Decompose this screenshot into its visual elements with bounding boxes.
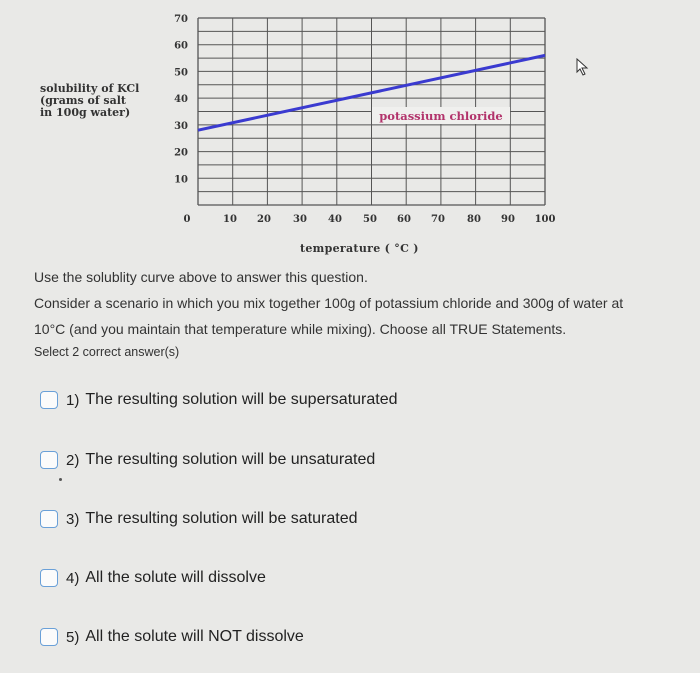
option-label: All the solute will dissolve xyxy=(85,569,266,586)
question-line: 10°C (and you maintain that temperature while mixing). Choose all TRUE Statements. xyxy=(34,321,567,337)
x-tick-label: 50 xyxy=(363,214,377,225)
option-label: The resulting solution will be unsaturated xyxy=(85,451,376,468)
y-tick-label: 30 xyxy=(174,120,188,132)
y-axis-label-line: (grams of salt xyxy=(40,94,126,107)
y-axis-label-line: in 100g water) xyxy=(40,106,131,119)
option-number: 1) xyxy=(66,391,80,409)
y-tick-label: 60 xyxy=(174,40,188,52)
checkbox[interactable] xyxy=(40,391,58,409)
answer-instructions: Select 2 correct answer(s) xyxy=(34,345,180,359)
y-tick-label: 50 xyxy=(174,67,188,79)
option-3[interactable] xyxy=(40,510,358,528)
y-axis-label xyxy=(40,83,165,119)
question-text xyxy=(34,264,674,342)
question-line: Consider a scenario in which you mix together 100g of potassium chloride and 300g of water at xyxy=(34,295,624,311)
y-tick-label: 10 xyxy=(174,174,188,186)
chart-svg xyxy=(0,0,700,262)
option-number: 3) xyxy=(66,510,80,528)
option-1[interactable] xyxy=(40,391,398,409)
x-tick-label: 40 xyxy=(328,214,342,225)
option-number: 2) xyxy=(66,451,80,469)
option-label: The resulting solution will be saturated xyxy=(85,510,358,527)
mouse-cursor-icon xyxy=(574,58,590,76)
x-tick-label: 90 xyxy=(501,214,515,225)
checkbox[interactable] xyxy=(40,569,58,587)
x-tick-label: 60 xyxy=(397,214,411,225)
x-tick-label: 20 xyxy=(257,214,271,225)
option-label: The resulting solution will be supersaturated xyxy=(85,391,398,408)
option-label: All the solute will NOT dissolve xyxy=(85,628,304,645)
x-axis-label: temperature ( °C ) xyxy=(300,242,419,255)
option-number: 4) xyxy=(66,569,80,587)
series-annotation: potassium chloride xyxy=(379,109,503,123)
option-number: 5) xyxy=(66,628,80,646)
checkbox[interactable] xyxy=(40,628,58,646)
option-2[interactable] xyxy=(40,451,375,469)
checkbox[interactable] xyxy=(40,451,58,469)
x-tick-label: 70 xyxy=(431,214,445,225)
checkbox[interactable] xyxy=(40,510,58,528)
speck xyxy=(59,478,62,481)
option-5[interactable] xyxy=(40,628,304,646)
option-4[interactable] xyxy=(40,569,266,587)
y-tick-label: 70 xyxy=(174,14,188,25)
x-tick-label: 0 xyxy=(183,214,191,225)
y-axis-label-line: solubility of KCl xyxy=(40,82,140,95)
x-tick-label: 80 xyxy=(467,214,481,225)
x-tick-label: 10 xyxy=(223,214,237,225)
solubility-chart xyxy=(0,0,700,262)
x-tick-label: 100 xyxy=(534,214,556,225)
x-tick-label: 30 xyxy=(293,214,307,225)
y-tick-label: 20 xyxy=(174,147,188,159)
question-line: Use the solublity curve above to answer this question. xyxy=(34,269,368,285)
y-tick-label: 40 xyxy=(174,94,188,106)
